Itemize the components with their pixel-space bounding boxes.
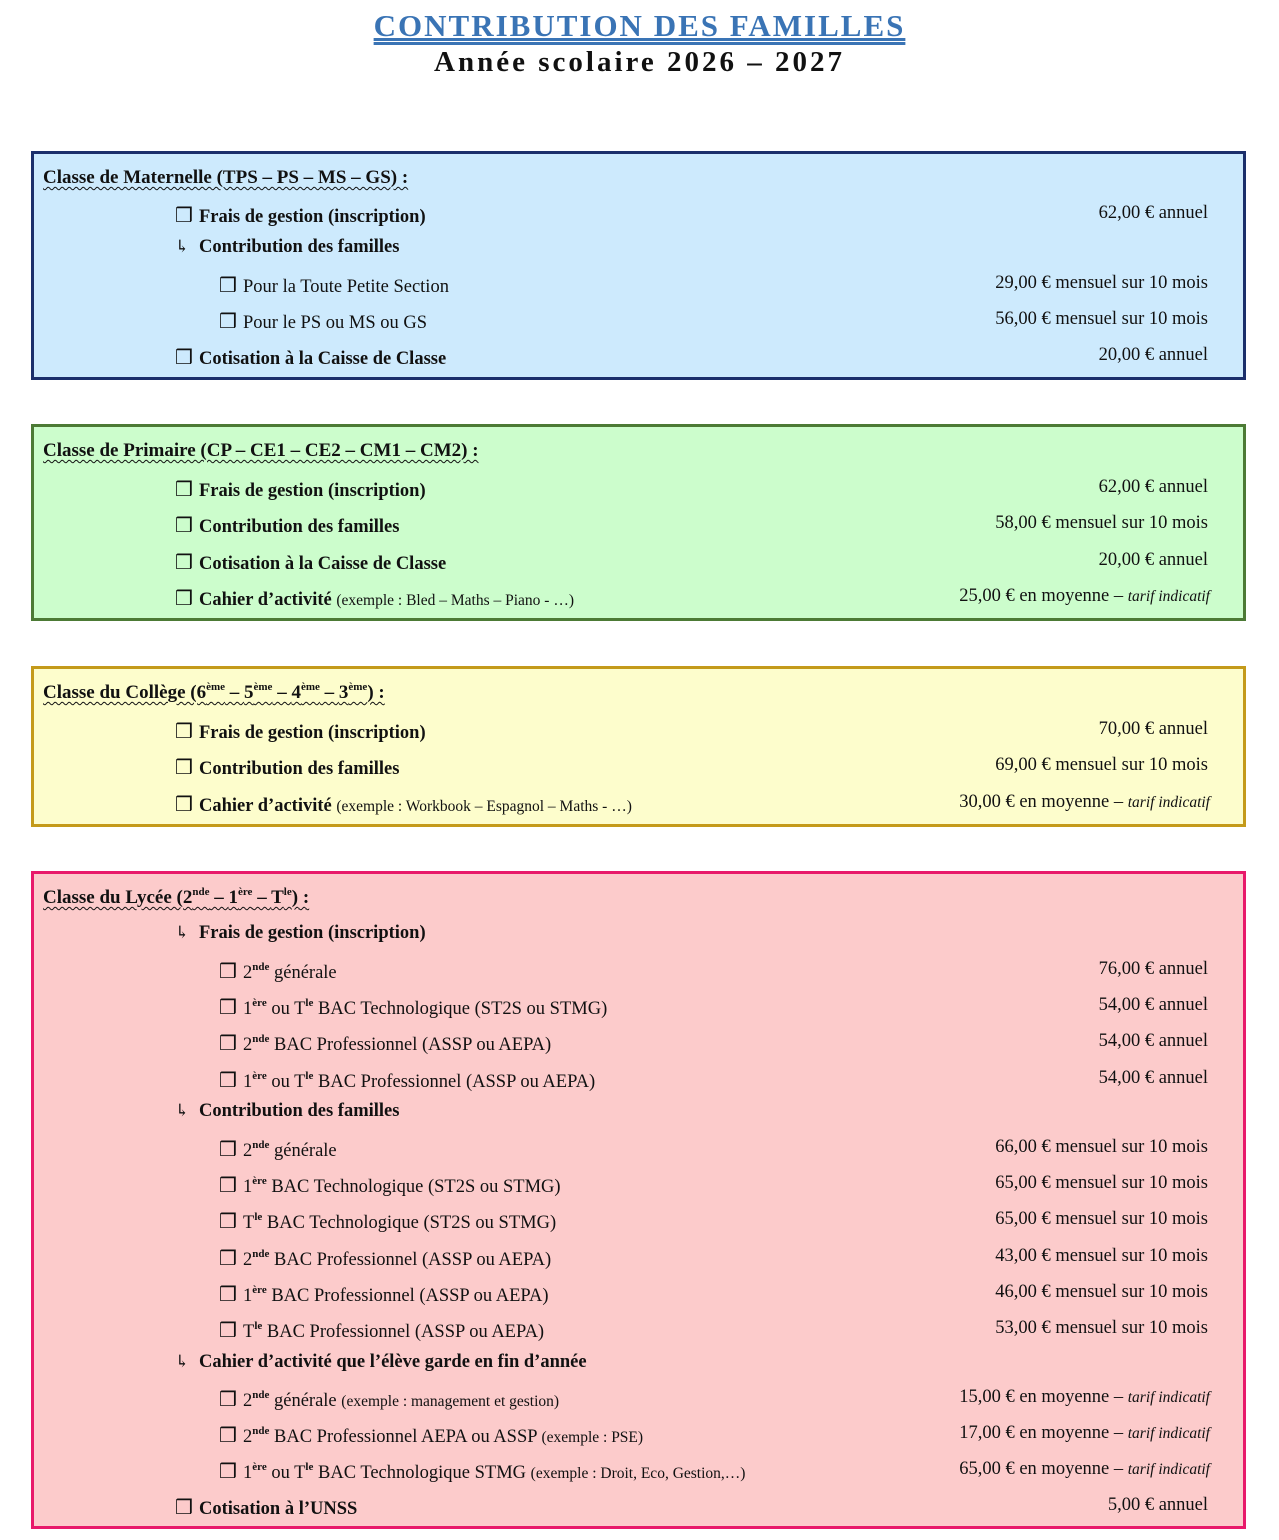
fee-row [34,1491,1243,1521]
fee-price: 30,00 € en moyenne [959,792,1110,812]
fee-example: (exemple : management et gestion) [341,1393,560,1410]
checkbox-icon: ❒ [175,757,193,779]
checkbox-icon: ❒ [219,1139,237,1161]
checkbox-icon: ❒ [219,1320,237,1342]
fee-group-row [34,1097,1243,1127]
fee-label: générale [274,1391,337,1411]
fee-row [34,715,1243,745]
fee-label: Frais de gestion (inscription) [199,481,426,501]
fee-label: Cotisation à la Caisse de Classe [199,349,447,369]
checkbox-icon: ❒ [175,515,193,537]
checkbox-icon: ❒ [175,552,193,574]
section-title: Classe de Maternelle (TPS – PS – MS – GS) : [43,167,409,188]
fee-row: ❒ $T^{le}$ BAC Technologique (ST2S ou STMG) 65,00 € mensuel sur 10 mois [219,1209,1208,1233]
section-title: Classe de Primaire (CP – CE1 – CE2 – CM1 – CM2) : [43,440,479,461]
fee-row [34,199,1243,229]
checkbox-icon: ❒ [219,1284,237,1306]
fee-label: Pour le PS ou MS ou GS [243,313,428,333]
fee-price: 69,00 € mensuel sur 10 mois [995,755,1208,775]
fee-price: 62,00 € annuel [1098,477,1208,497]
checkbox-icon: ❒ [219,1425,237,1447]
page-title: CONTRIBUTION DES FAMILLES [373,8,906,43]
fee-example: (exemple : Workbook – Espagnol – Maths - …) [336,798,632,815]
fee-note: tarif indicatif [1127,1425,1210,1442]
fee-price: 43,00 € mensuel sur 10 mois [995,1246,1208,1266]
fee-label: BAC Professionnel (ASSP ou AEPA) [318,1072,596,1092]
fee-note: tarif indicatif [1127,1461,1210,1478]
section-title: Classe du Lycée $(2nde - 1ère - T^{le})$ : [43,886,310,908]
fee-row: ❒ 2nde BAC Professionnel AEPA ou ASSP (exemple : PSE) 17,00 € en moyenne – tarif indicatif [219,1423,1210,1447]
fee-price: 15,00 € en moyenne [959,1387,1110,1407]
school-year-subtitle: Année scolaire 2026 – 2027 [434,46,845,78]
fee-price: 65,00 € mensuel sur 10 mois [995,1209,1208,1229]
checkbox-icon: ❒ [219,961,237,983]
fee-row [34,509,1243,539]
fee-label: Contribution des familles [199,759,400,779]
fee-label: Contribution des familles [199,237,400,257]
fee-price: 54,00 € annuel [1098,1068,1208,1088]
checkbox-icon: ❒ [219,997,237,1019]
checkbox-icon: ❒ [219,1248,237,1270]
fee-price: 76,00 € annuel [1098,959,1208,979]
fee-row [34,305,1243,335]
section-primaire [31,424,1246,621]
fee-row [34,546,1243,576]
checkbox-icon: ❒ [219,1461,237,1483]
fee-note: tarif indicatif [1127,794,1210,811]
checkbox-icon: ❒ [175,1497,193,1519]
fee-label: générale [274,1141,337,1161]
fee-row [34,473,1243,503]
fee-label: Cotisation à l’UNSS [199,1499,358,1519]
fee-row: ❒ 1ère BAC Professionnel (ASSP ou AEPA) 46,00 € mensuel sur 10 mois [219,1282,1208,1306]
fee-example: (exemple : Droit, Eco, Gestion,…) [530,1465,746,1482]
arrow-icon: ↳ [175,1352,190,1371]
fee-price: 5,00 € annuel [1107,1495,1208,1515]
fee-label: Cahier d’activité que l’élève garde en fin d’année [199,1352,587,1372]
fee-price: 29,00 € mensuel sur 10 mois [995,273,1208,293]
fee-row: ❒ Cahier d’activité (exemple : Workbook – Espagnol – Maths - …) 30,00 € en moyenne – tarif indicatif [175,792,1210,816]
checkbox-icon: ❒ [219,275,237,297]
section-college [31,666,1246,827]
arrow-icon: ↳ [175,923,190,942]
fee-row: ❒ 2nde générale 66,00 € mensuel sur 10 mois [219,1137,1208,1161]
fee-price: 20,00 € annuel [1098,345,1208,365]
checkbox-icon: ❒ [219,1033,237,1055]
fee-label: BAC Professionnel (ASSP ou AEPA) [271,1286,549,1306]
fee-note: tarif indicatif [1127,588,1210,605]
fee-label: Frais de gestion (inscription) [199,723,426,743]
fee-price: 58,00 € mensuel sur 10 mois [995,513,1208,533]
fee-label: générale [274,963,337,983]
fee-label: Contribution des familles [199,517,400,537]
fee-group-row [34,1348,1243,1378]
fee-group-row [34,919,1243,949]
fee-row: ❒ $T^{le}$ BAC Professionnel (ASSP ou AEPA) 53,00 € mensuel sur 10 mois [219,1318,1208,1342]
fee-row [34,269,1243,299]
fee-label: BAC Professionnel (ASSP ou AEPA) [274,1035,552,1055]
fee-row: ❒ 1ère ou $T^{le}$ BAC Professionnel (ASSP ou AEPA) 54,00 € annuel [219,1068,1208,1092]
fee-price: 20,00 € annuel [1098,550,1208,570]
section-title: Classe du Collège (6ème – 5ème – 4ème – 3ème) : [43,681,385,703]
fee-row: ❒ 2nde générale 76,00 € annuel [219,959,1208,983]
fee-price: 54,00 € annuel [1098,995,1208,1015]
fee-label: BAC Technologique (ST2S ou STMG) [271,1177,561,1197]
fee-label: BAC Technologique (ST2S ou STMG) [318,999,608,1019]
fee-label: BAC Professionnel (ASSP ou AEPA) [266,1322,545,1342]
checkbox-icon: ❒ [175,721,193,743]
fee-row [34,751,1243,781]
fee-price: 46,00 € mensuel sur 10 mois [995,1282,1208,1302]
section-maternelle [31,151,1246,380]
fee-label: Pour la Toute Petite Section [243,277,449,297]
section-lycee [31,871,1246,1529]
fee-row: ❒ 2nde générale (exemple : management et gestion) 15,00 € en moyenne – tarif indicatif [219,1387,1210,1411]
checkbox-icon: ❒ [175,588,193,610]
fee-label: BAC Technologique STMG [318,1463,527,1483]
fee-label: Contribution des familles [199,1101,400,1121]
checkbox-icon: ❒ [175,794,193,816]
checkbox-icon: ❒ [219,311,237,333]
fee-note: tarif indicatif [1127,1389,1210,1406]
checkbox-icon: ❒ [219,1175,237,1197]
fee-label: Cahier d’activité [199,796,332,816]
fee-label: Cahier d’activité [199,590,332,610]
fee-row: ❒ 1ère ou $T^{le}$ BAC Technologique (ST2S ou STMG) 54,00 € annuel [219,995,1208,1019]
fee-label: BAC Professionnel (ASSP ou AEPA) [274,1250,552,1270]
fee-row: ❒ 2nde BAC Professionnel (ASSP ou AEPA) 54,00 € annuel [219,1031,1208,1055]
fee-row: ❒ 1ère BAC Technologique (ST2S ou STMG) 65,00 € mensuel sur 10 mois [219,1173,1208,1197]
fee-row: ❒ Cahier d’activité (exemple : Bled – Maths – Piano - …) 25,00 € en moyenne – tarif indicatif [175,586,1210,610]
fee-row: ❒ 2nde BAC Professionnel (ASSP ou AEPA) 43,00 € mensuel sur 10 mois [219,1246,1208,1270]
fee-label: BAC Technologique (ST2S ou STMG) [266,1213,557,1233]
fee-price: 65,00 € en moyenne [959,1459,1110,1479]
checkbox-icon: ❒ [219,1211,237,1233]
fee-group-row [34,233,1243,263]
fee-label: Frais de gestion (inscription) [199,207,426,227]
fee-price: 17,00 € en moyenne [959,1423,1110,1443]
fee-price: 70,00 € annuel [1098,719,1208,739]
checkbox-icon: ❒ [175,347,193,369]
fee-price: 25,00 € en moyenne [959,586,1110,606]
checkbox-icon: ❒ [175,205,193,227]
arrow-icon: ↳ [175,1101,190,1120]
checkbox-icon: ❒ [219,1070,237,1092]
checkbox-icon: ❒ [219,1389,237,1411]
arrow-icon: ↳ [175,237,190,256]
fee-price: 54,00 € annuel [1098,1031,1208,1051]
fee-row: ❒ 1ère ou $T^{le}$ BAC Technologique STMG (exemple : Droit, Eco, Gestion,…) 65,00 € en moyenne – tarif indicatif [219,1459,1210,1483]
fee-example: (exemple : PSE) [541,1429,644,1446]
fee-label: Cotisation à la Caisse de Classe [199,554,447,574]
checkbox-icon: ❒ [175,479,193,501]
fee-price: 65,00 € mensuel sur 10 mois [995,1173,1208,1193]
fee-example: (exemple : Bled – Maths – Piano - …) [336,592,574,609]
fee-price: 62,00 € annuel [1098,203,1208,223]
fee-price: 53,00 € mensuel sur 10 mois [995,1318,1208,1338]
fee-label: BAC Professionnel AEPA ou ASSP [274,1427,537,1447]
fee-price: 56,00 € mensuel sur 10 mois [995,309,1208,329]
fee-price: 66,00 € mensuel sur 10 mois [995,1137,1208,1157]
fee-label: Frais de gestion (inscription) [199,923,426,943]
fee-row [34,341,1243,371]
